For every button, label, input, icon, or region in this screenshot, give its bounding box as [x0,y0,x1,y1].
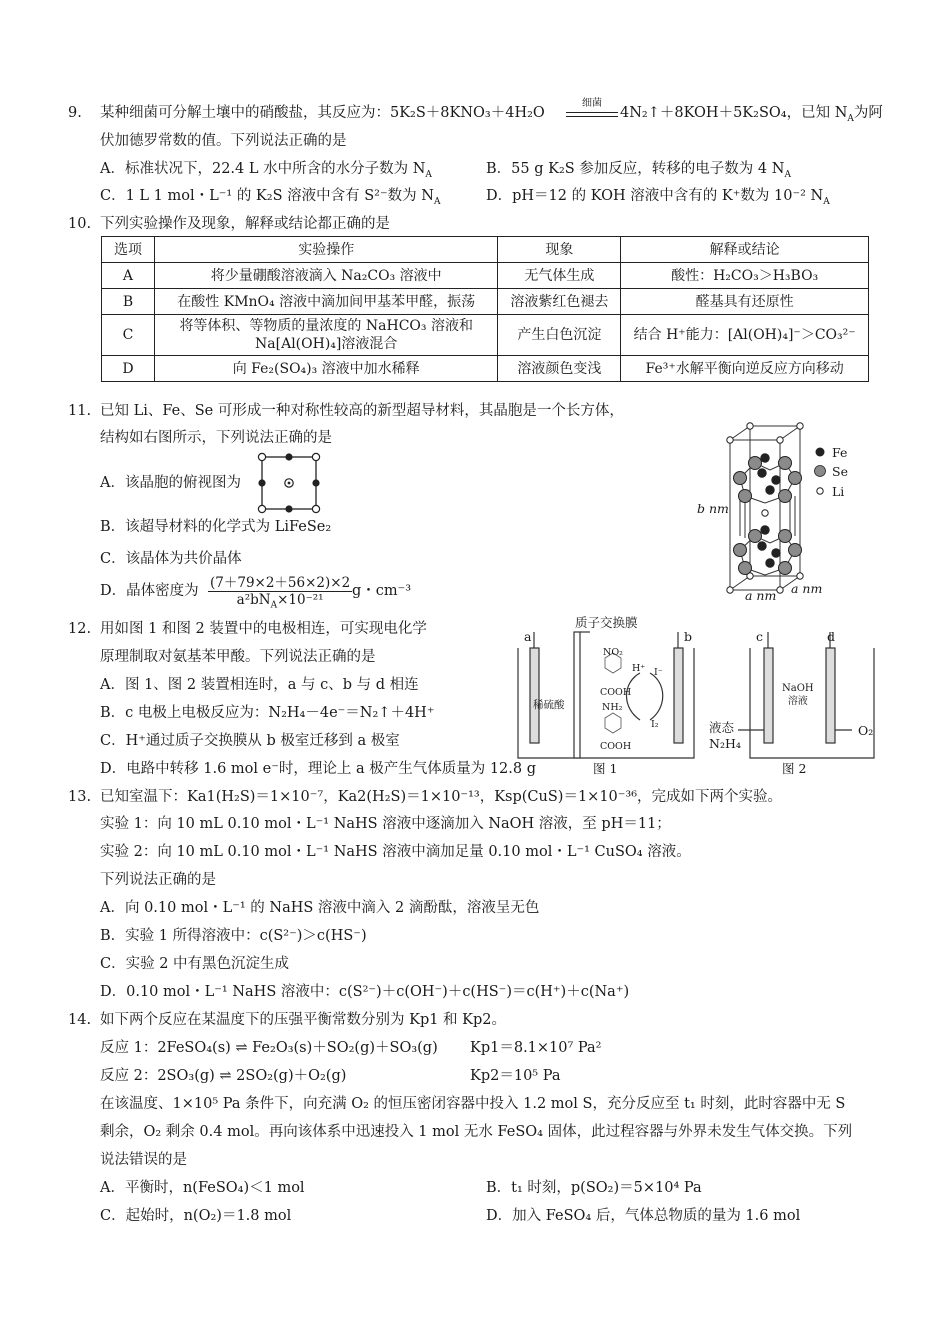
q11-option-b: B．该超导材料的化学式为 LiFeSe₂ [100,519,332,535]
q11-density-fraction [208,571,352,611]
label-d: d [827,629,836,644]
q13-experiment-1: 实验 1：向 10 mL 0.10 mol・L⁻¹ NaHS 溶液中逐滴加入 NaOH 溶液，至 pH＝11； [100,816,671,832]
table-row [102,289,869,315]
label-hplus: H⁺ [632,663,646,674]
q12-option-d: D．电路中转移 1.6 mol e⁻时，理论上 a 极产生气体质量为 12.8 g [100,761,537,777]
q14-option-c: C．起始时，n(O₂)＝1.8 mol [100,1208,292,1224]
q14-option-a: A．平衡时，n(FeSO₄)＜1 mol [100,1180,305,1196]
q11-option-d-prefix: D．晶体密度为 [100,583,199,599]
legend-fe: Fe [832,445,848,460]
q14-stem: 如下两个反应在某温度下的压强平衡常数分别为 Kp1 和 Kp2。 [100,1012,507,1028]
label-a-nm-2: a nm [791,581,823,596]
q14-number: 14. [68,1012,92,1028]
q11-option-a: A．该晶胞的俯视图为 [100,475,241,491]
q13-stem: 已知室温下：Ka1(H₂S)＝1×10⁻⁷，Ka2(H₂S)＝1×10⁻¹³，Ksp(CuS)＝1×10⁻³⁶，完成如下两个实验。 [100,789,783,805]
q10-number: 10. [68,216,92,232]
q14-body-1: 在该温度、1×10⁵ Pa 条件下，向充满 O₂ 的恒压密闭容器中投入 1.2 mol S，充分反应至 t₁ 时刻，此时容器中无 S [100,1096,846,1112]
q14-k1: Kp1＝8.1×10⁷ Pa² [470,1040,602,1056]
q14-body-2: 剩余，O₂ 剩余 0.4 mol。再向该体系中迅速投入 1 mol 无水 FeSO₄ 固体，此过程容器与外界未发生气体交换。下列 [100,1124,853,1140]
label-i-minus: I⁻ [654,667,663,678]
table-cell: 将等体积、等物质的量浓度的 NaHCO₃ 溶液和 Na[Al(OH)₄]溶液混合 [154,315,498,356]
table-cell: 溶液颜色变浅 [498,356,621,382]
label-b: b [684,629,693,644]
q12-option-a: A．图 1、图 2 装置相连时，a 与 c、b 与 d 相连 [100,677,419,693]
q14-reaction-2: 反应 2：2SO₃(g) ⇌ 2SO₂(g)＋O₂(g) [100,1068,347,1084]
q14-k2: Kp2＝10⁵ Pa [470,1068,561,1084]
q9-condition-arrow [566,98,618,122]
table-header-row [102,237,869,263]
q13-option-c: C．实验 2 中有黑色沉淀生成 [100,956,290,972]
label-acid: 稀硫酸 [533,699,565,711]
table-cell: 向 Fe₂(SO₄)₃ 溶液中加水稀释 [154,356,498,382]
q11-stem-2: 结构如右图所示，下列说法正确的是 [100,430,332,446]
q9-condition: 细菌 [582,98,602,109]
top-view-icon [256,451,322,515]
label-i2: I₂ [651,719,659,730]
table-cell: 产生白色沉淀 [498,315,621,356]
q14-body-3: 说法错误的是 [100,1152,187,1168]
q12-option-b: B．c 电极上电极反应为：N₂H₄－4e⁻＝N₂↑＋4H⁺ [100,705,435,721]
q14-reaction-1: 反应 1：2FeSO₄(s) ⇌ Fe₂O₃(s)＋SO₂(g)＋SO₃(g) [100,1040,438,1056]
q10-stem: 下列实验操作及现象，解释或结论都正确的是 [100,216,390,232]
table-cell: A [102,263,155,289]
label-no2: NO₂ [603,647,623,658]
q12-stem-1: 用如图 1 和图 2 装置中的电极相连，可实现电化学 [100,621,427,637]
q11-density-unit: g・cm⁻³ [352,583,412,599]
q12-number: 12. [68,621,92,637]
table-header: 选项 [102,237,155,263]
label-cooh-1: COOH [600,687,632,698]
q13-ask: 下列说法正确的是 [100,872,216,888]
label-a: a [524,629,532,644]
table-cell: 酸性：H₂CO₃＞H₃BO₃ [621,263,869,289]
table-row [102,263,869,289]
table-cell: 醛基具有还原性 [621,289,869,315]
table-cell: 在酸性 KMnO₄ 溶液中滴加间甲基苯甲醛，振荡 [154,289,498,315]
legend-se: Se [832,464,848,479]
table-row [102,356,869,382]
q11-number: 11. [68,403,92,419]
q9-stem-c: 伏加德罗常数的值。下列说法正确的是 [100,133,347,149]
electrolysis-diagram [512,628,882,778]
q9-option-c: C．1 L 1 mol・L⁻¹ 的 K₂S 溶液中含有 S²⁻数为 $N_A$ [100,188,441,207]
label-naoh: NaOH 溶液 [782,683,814,707]
label-a-nm-1: a nm [745,588,777,603]
table-cell: Fe³⁺水解平衡向逆反应方向移动 [621,356,869,382]
table-cell: D [102,356,155,382]
q13-option-a: A．向 0.10 mol・L⁻¹ 的 NaHS 溶液中滴入 2 滴酚酞，溶液呈无色 [100,900,540,916]
label-o2: O₂ [858,723,874,738]
q12-stem-2: 原理制取对氨基苯甲酸。下列说法正确的是 [100,649,376,665]
table-header: 现象 [498,237,621,263]
table-cell: 无气体生成 [498,263,621,289]
table-row [102,315,869,356]
table-cell: B [102,289,155,315]
q9-stem-b: 4N₂↑＋8KOH＋5K₂SO₄，已知 $N_A$为阿 [620,105,883,124]
experiment-table [101,236,869,382]
label-c: c [756,629,764,644]
q13-option-d: D．0.10 mol・L⁻¹ NaHS 溶液中：c(S²⁻)＋c(OH⁻)＋c(HS⁻)＝c(H⁺)＋c(Na⁺) [100,984,630,1000]
table-cell: 将少量硼酸溶液滴入 Na₂CO₃ 溶液中 [154,263,498,289]
q13-number: 13. [68,789,92,805]
q9-stem-a: 某种细菌可分解土壤中的硝酸盐，其反应为：5K₂S＋8KNO₃＋4H₂O [100,105,545,121]
q9-option-a: A．标准状况下，22.4 L 水中所含的水分子数为 $N_A$ [100,161,432,180]
q11-stem-1: 已知 Li、Fe、Se 可形成一种对称性较高的新型超导材料，其晶胞是一个长方体， [100,403,624,419]
q9-option-d: D．pH＝12 的 KOH 溶液中含有的 K⁺数为 10⁻² $N_A$ [486,188,830,207]
label-b-nm: b nm [697,501,729,516]
q13-experiment-2: 实验 2：向 10 mL 0.10 mol・L⁻¹ NaHS 溶液中滴加足量 0.10 mol・L⁻¹ CuSO₄ 溶液。 [100,844,691,860]
label-cooh-2: COOH [600,741,632,752]
q14-option-d: D．加入 FeSO₄ 后，气体总物质的量为 1.6 mol [486,1208,801,1224]
legend-li: Li [832,484,845,499]
label-n2h4: N₂H₄ [709,736,741,751]
q13-option-b: B．实验 1 所得溶液中：c(S²⁻)＞c(HS⁻) [100,928,367,944]
q9-number: 9. [68,105,82,121]
label-liquid: 液态 [709,720,735,735]
q14-option-b: B．t₁ 时刻，p(SO₂)＝5×10⁴ Pa [486,1180,702,1196]
label-fig2: 图 2 [782,761,807,776]
table-cell: 溶液紫红色褪去 [498,289,621,315]
fraction-numerator: (7＋79×2＋56×2)×2 [208,571,352,592]
q12-option-c: C．H⁺通过质子交换膜从 b 极室迁移到 a 极室 [100,733,400,749]
table-cell: 结合 H⁺能力：[Al(OH)₄]⁻＞CO₃²⁻ [621,315,869,356]
table-header: 实验操作 [154,237,498,263]
q11-option-c: C．该晶体为共价晶体 [100,551,242,567]
table-cell: C [102,315,155,356]
label-fig1: 图 1 [593,761,618,776]
table-header: 解释或结论 [621,237,869,263]
q9-option-b: B．55 g K₂S 参加反应，转移的电子数为 4 $N_A$ [486,161,791,180]
fraction-denominator: $a^2bN_A\times 10^{-21}$ [236,592,324,611]
label-membrane: 质子交换膜 [575,615,638,630]
label-nh2: NH₂ [602,702,623,713]
